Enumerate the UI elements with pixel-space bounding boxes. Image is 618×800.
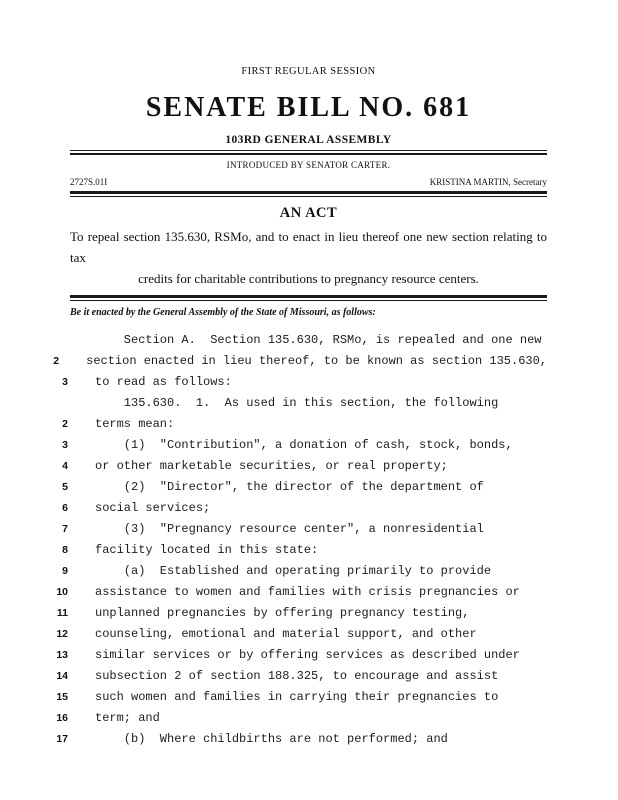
body-line bbox=[40, 729, 547, 750]
line-number: 15 bbox=[56, 691, 68, 703]
assembly-heading: 103RD GENERAL ASSEMBLY bbox=[225, 134, 392, 146]
line-text: 135.630. 1. As used in this section, the following bbox=[95, 396, 499, 410]
line-text: facility located in this state: bbox=[95, 543, 319, 557]
body-line bbox=[40, 498, 547, 519]
body-line bbox=[40, 477, 547, 498]
act-text-line1: To repeal section 135.630, RSMo, and to enact in lieu thereof one new section relating to tax bbox=[70, 229, 547, 265]
line-number: 7 bbox=[62, 523, 68, 535]
line-text: section enacted in lieu thereof, to be known as section 135.630, bbox=[86, 354, 547, 368]
secretary-name: KRISTINA MARTIN, Secretary bbox=[429, 177, 547, 187]
body-line bbox=[40, 435, 547, 456]
body-line bbox=[40, 624, 547, 645]
line-number: 12 bbox=[56, 628, 68, 640]
line-number: 3 bbox=[62, 439, 68, 451]
rule-under-assembly bbox=[70, 150, 547, 155]
body-line bbox=[40, 603, 547, 624]
line-text: to read as follows: bbox=[95, 375, 232, 389]
body-line bbox=[40, 687, 547, 708]
body-line bbox=[40, 645, 547, 666]
line-text: term; and bbox=[95, 711, 160, 725]
line-number: 8 bbox=[62, 544, 68, 556]
rule-under-meta bbox=[70, 191, 547, 197]
body-line bbox=[40, 582, 547, 603]
bill-code: 2727S.01I bbox=[70, 177, 108, 187]
act-text-line2: credits for charitable contributions to pregnancy resource centers. bbox=[138, 271, 479, 286]
line-text: (a) Established and operating primarily to provide bbox=[95, 564, 492, 578]
line-text: social services; bbox=[95, 501, 211, 515]
line-text: or other marketable securities, or real property; bbox=[95, 459, 448, 473]
enacting-clause: Be it enacted by the General Assembly of the State of Missouri, as follows: bbox=[70, 307, 376, 318]
line-text: terms mean: bbox=[95, 417, 175, 431]
line-text: assistance to women and families with crisis pregnancies or bbox=[95, 585, 520, 599]
rule-above-enacting-clause bbox=[70, 295, 547, 301]
line-text: subsection 2 of section 188.325, to encourage and assist bbox=[95, 669, 499, 683]
body-line bbox=[40, 456, 547, 477]
line-number: 3 bbox=[62, 376, 68, 388]
body-line bbox=[40, 393, 547, 414]
body-line bbox=[40, 540, 547, 561]
act-heading: AN ACT bbox=[279, 205, 338, 221]
body-line bbox=[40, 519, 547, 540]
body-line bbox=[40, 708, 547, 729]
line-number: 16 bbox=[56, 712, 68, 724]
line-text: similar services or by offering services as described under bbox=[95, 648, 520, 662]
body-line bbox=[40, 666, 547, 687]
introduced-line: INTRODUCED BY SENATOR CARTER. bbox=[226, 160, 391, 170]
line-number: 2 bbox=[53, 355, 60, 367]
line-number: 10 bbox=[56, 586, 68, 598]
act-text bbox=[70, 226, 547, 289]
line-number: 5 bbox=[62, 481, 68, 493]
body-line bbox=[40, 330, 547, 351]
line-text: Section A. Section 135.630, RSMo, is repealed and one new bbox=[95, 333, 542, 347]
line-number: 4 bbox=[62, 460, 68, 472]
line-text: (1) "Contribution", a donation of cash, stock, bonds, bbox=[95, 438, 513, 452]
line-text: (b) Where childbirths are not performed; and bbox=[95, 732, 448, 746]
body-line bbox=[40, 414, 547, 435]
line-number: 2 bbox=[62, 418, 68, 430]
body-line bbox=[40, 561, 547, 582]
line-number: 17 bbox=[56, 733, 68, 745]
line-number: 13 bbox=[56, 649, 68, 661]
line-number: 14 bbox=[56, 670, 68, 682]
line-number: 6 bbox=[62, 502, 68, 514]
meta-row bbox=[70, 177, 547, 188]
line-text: unplanned pregnancies by offering pregnancy testing, bbox=[95, 606, 470, 620]
line-text: counseling, emotional and material support, and other bbox=[95, 627, 477, 641]
body-line bbox=[40, 351, 547, 372]
session-heading: FIRST REGULAR SESSION bbox=[241, 66, 376, 77]
line-text: (2) "Director", the director of the department of bbox=[95, 480, 484, 494]
line-number: 11 bbox=[56, 607, 68, 619]
line-text: (3) "Pregnancy resource center", a nonresidential bbox=[95, 522, 484, 536]
line-number: 9 bbox=[62, 565, 68, 577]
line-text: such women and families in carrying their pregnancies to bbox=[95, 690, 499, 704]
bill-title: SENATE BILL NO. 681 bbox=[145, 92, 472, 123]
body-line bbox=[40, 372, 547, 393]
bill-body bbox=[40, 330, 547, 750]
